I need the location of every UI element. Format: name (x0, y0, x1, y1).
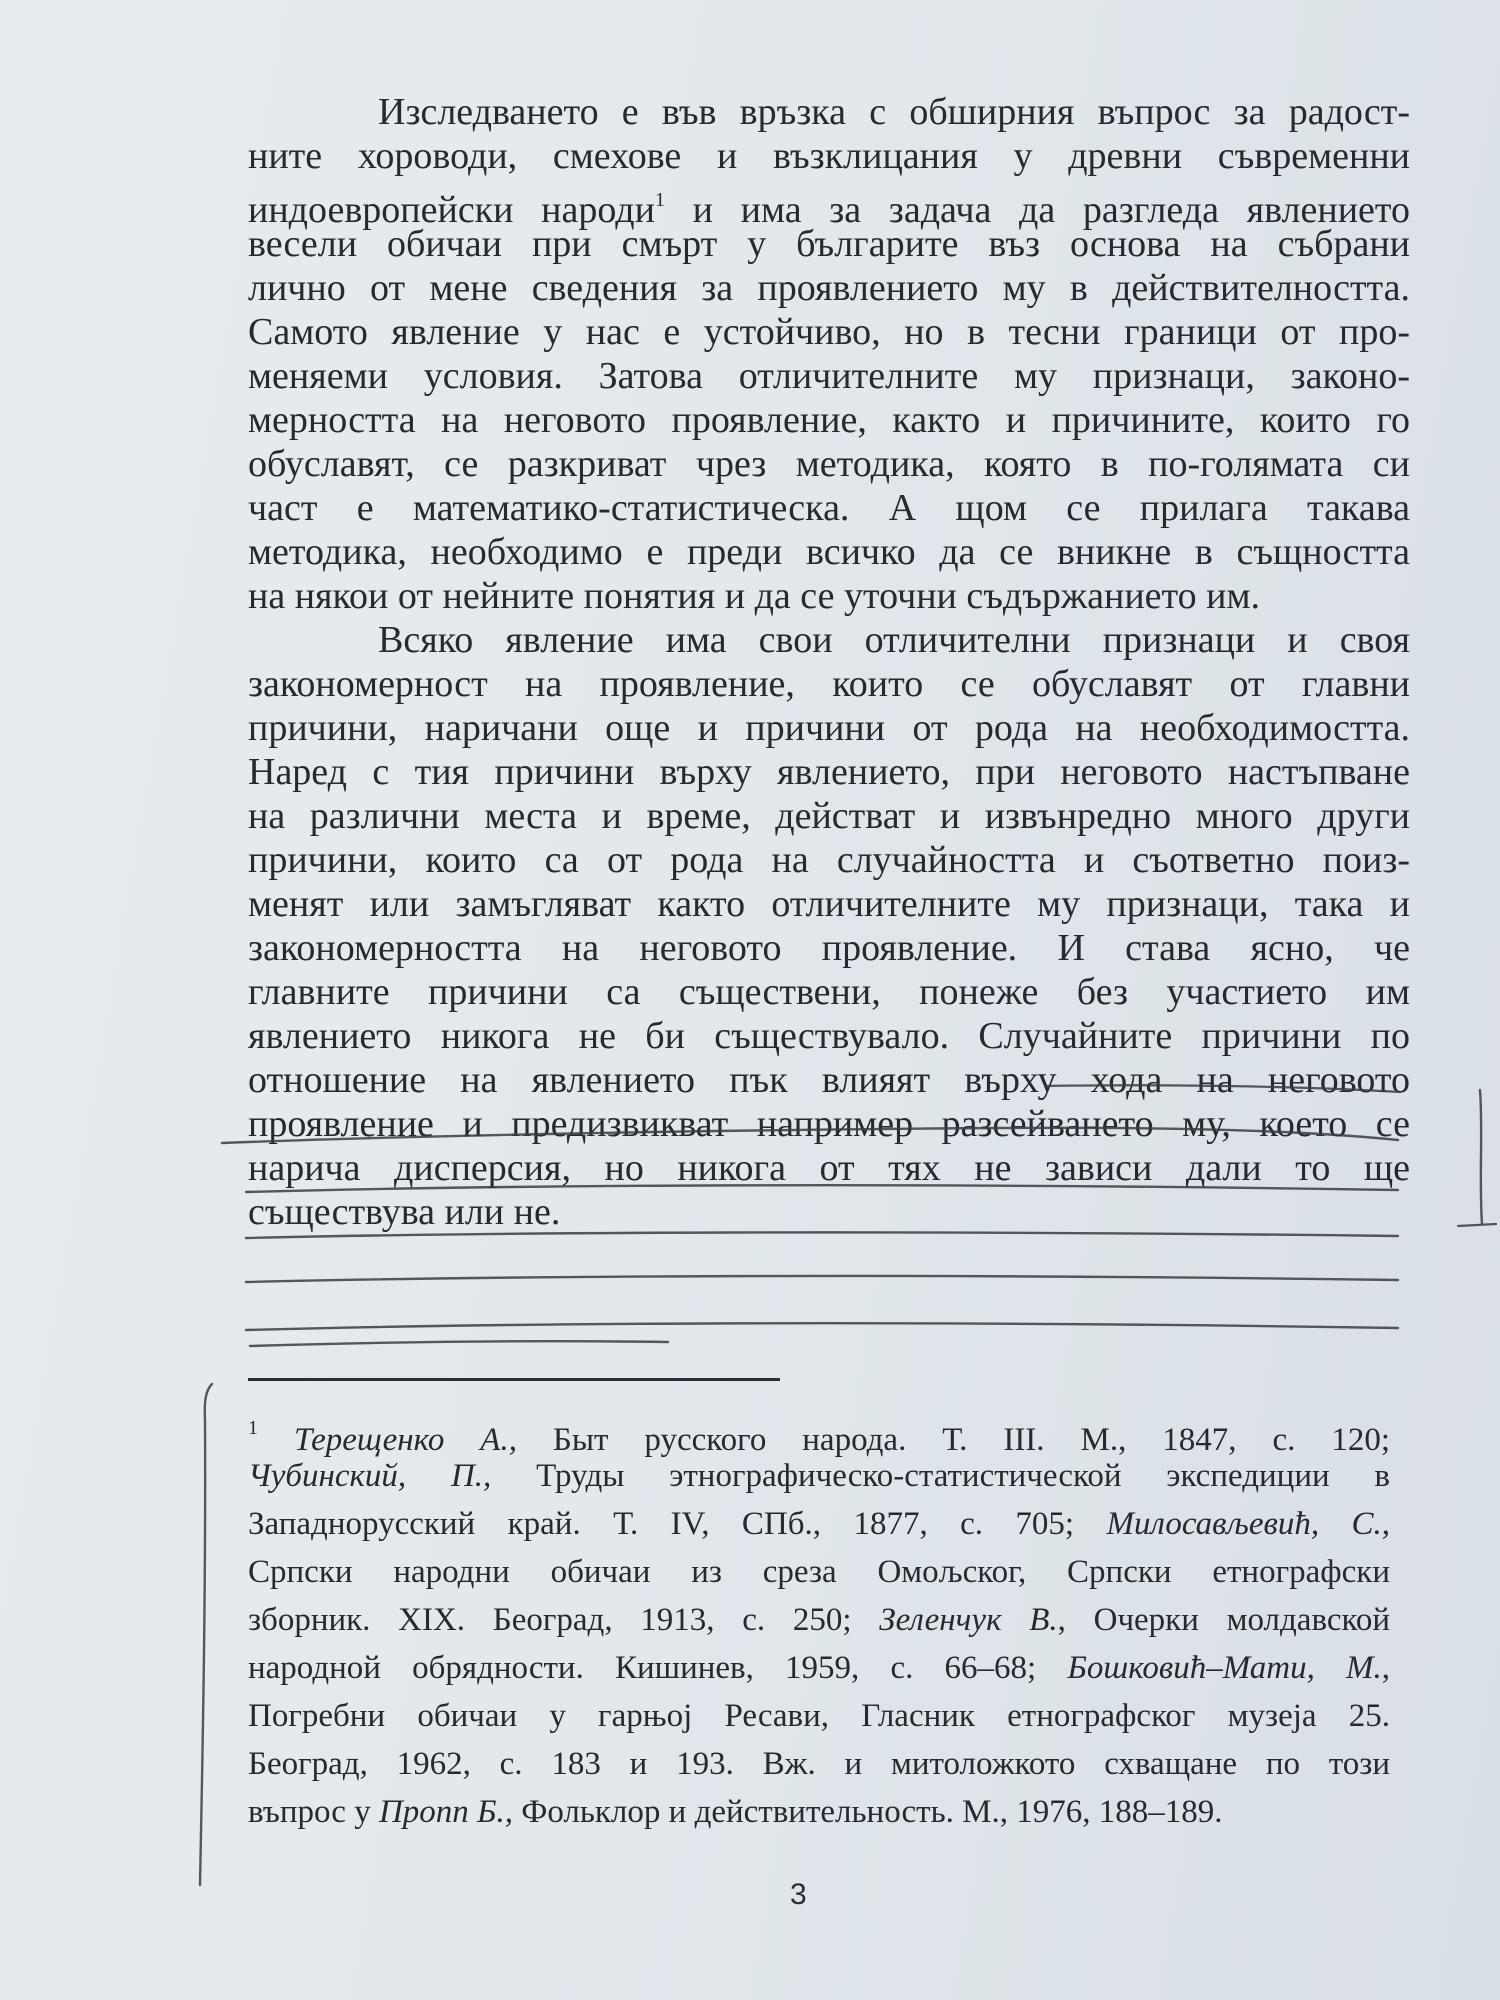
body-line: закономерност на проявление, които се обуславят от главни (248, 663, 1410, 705)
underline-7 (250, 1341, 668, 1346)
body-line: лично от мене сведения за проявлението му в действителността. (248, 267, 1410, 309)
underline-2 (222, 1128, 1398, 1143)
underline-6 (246, 1323, 1398, 1330)
footnote-line: Београд, 1962, с. 183 и 193. Вж. и митоложкото схващане по този (248, 1746, 1390, 1782)
underline-4 (246, 1232, 1398, 1238)
body-line: Самото явление у нас е устойчиво, но в тесни граници от про- (248, 311, 1410, 353)
footnote-bracket (200, 1384, 212, 1885)
body-line: меняеми условия. Затова отличителните му признаци, законо- (248, 355, 1410, 397)
body-line: Всяко явление има свои отличителни признаци и своя (378, 619, 1410, 661)
body-line: проявление и предизвикват например разсейването му, което се (248, 1103, 1410, 1145)
body-line: методика, необходимо е преди всичко да се вникне в същността (248, 531, 1410, 573)
body-line: ните хороводи, смехове и възклицания у древни съвременни (248, 135, 1410, 177)
body-line: съществува или не. (248, 1191, 561, 1233)
footnote-line: $^1$ Терещенко А., Быт русского народа. Т. III. М., 1847, с. 120; (248, 1417, 1391, 1458)
footnote-line: въпрос у Пропп Б., Фольклор и действительность. М., 1976, 188–189. (248, 1794, 1223, 1830)
underline-1 (1045, 1085, 1400, 1092)
footnote-line: Чубинский, П., Труды этнографическо-статистической экспедиции в (248, 1458, 1390, 1494)
footnote-line: Западнорусский край. Т. IV, СПб., 1877, с. 705; Милосављевић, С., (248, 1506, 1390, 1542)
body-line: закономерността на неговото проявление. И става ясно, че (248, 927, 1410, 969)
underline-5 (246, 1276, 1398, 1282)
body-line: причини, наричани още и причини от рода на необходимостта. (248, 707, 1410, 749)
margin-vertical-mark (1480, 1090, 1482, 1224)
body-line: причини, които са от рода на случайността и съответно поиз- (248, 839, 1410, 881)
body-line: индоевропейски народи$^1$ и има за задача да разгледа явлението (248, 189, 1411, 231)
body-line: на различни места и време, действат и извънредно много други (248, 795, 1410, 837)
body-line: мерността на неговото проявление, както и причините, които го (248, 399, 1410, 441)
body-line: явлението никога не би съществувало. Случайните причини по (248, 1015, 1410, 1057)
body-line: отношение на явлението пък влияят върху хода на неговото (248, 1059, 1410, 1101)
body-line: Изследването е във връзка с обширния въпрос за радост- (378, 91, 1410, 133)
margin-dash-mark (1458, 1224, 1496, 1226)
body-line: част е математико-статистическа. А щом се прилага такава (248, 487, 1410, 529)
body-line: на някои от нейните понятия и да се уточни съдържанието им. (248, 575, 1261, 617)
body-line: обуславят, се разкриват чрез методика, която в по-голямата си (248, 443, 1410, 485)
body-line: менят или замъгляват както отличителните му признаци, така и (248, 883, 1410, 925)
footnote-marker: 1 (248, 1417, 258, 1439)
page-number: 3 (790, 1878, 807, 1911)
footnote-line: народной обрядности. Кишинев, 1959, с. 66–68; Бошковић–Мати, М., (248, 1650, 1390, 1686)
footnote-line: Погребни обичаи у гарњој Ресави, Гласник етнографског музеја 25. (248, 1698, 1390, 1734)
body-line: Наред с тия причини върху явлението, при неговото настъпване (248, 751, 1410, 793)
footnote-line: зборник. XIX. Београд, 1913, с. 250; Зеленчук В., Очерки молдавской (248, 1602, 1390, 1638)
body-line: главните причини са съществени, понеже без участието им (248, 971, 1410, 1013)
footnote-ref: 1 (654, 189, 665, 211)
body-line: нарича дисперсия, но никога от тях не зависи дали то ще (248, 1147, 1410, 1189)
underline-3 (246, 1185, 1398, 1192)
footnote-line: Српски народни обичаи из среза Омољског, Српски етнографски (248, 1554, 1390, 1590)
body-line: весели обичаи при смърт у българите въз основа на събрани (248, 223, 1410, 265)
